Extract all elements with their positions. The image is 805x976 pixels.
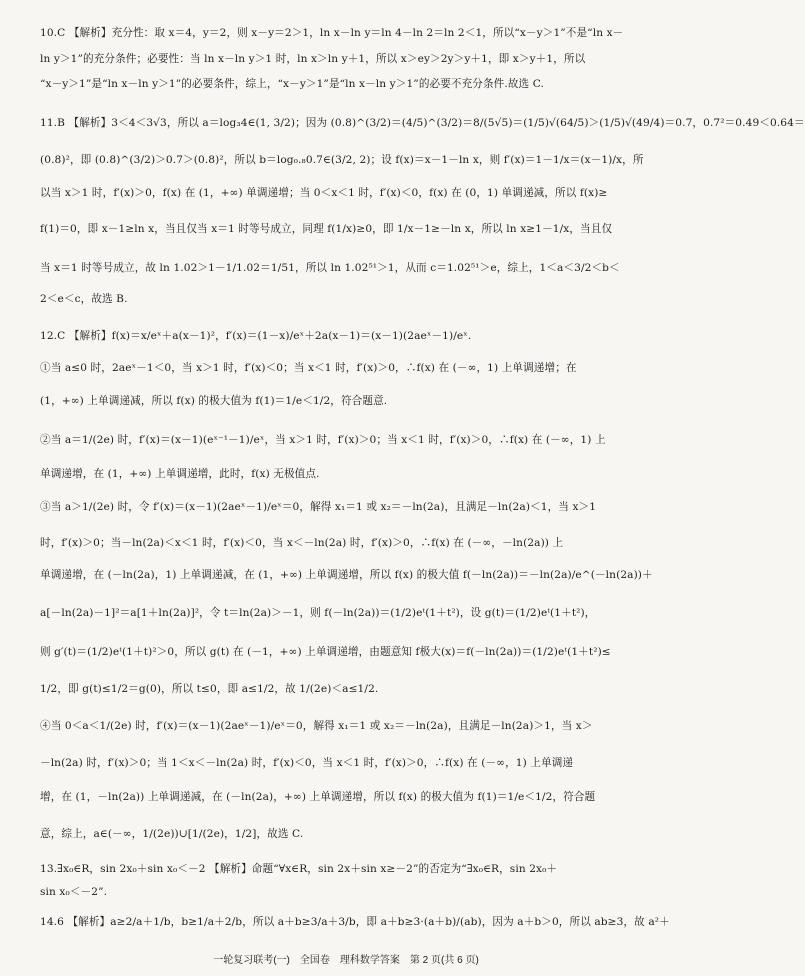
q12-line-3: (1，+∞) 上单调递减，所以 f(x) 的极大值为 f(1)＝1/e＜1/2，符合题意. <box>40 395 388 407</box>
q12-line-7: 时，f′(x)＞0；当－ln(2a)＜x＜1 时，f′(x)＜0，当 x＜－ln(2a) 时，f′(x)＞0，∴f(x) 在 (－∞，－ln(2a)) 上 <box>40 537 564 549</box>
q12-line-9: a[－ln(2a)－1]²＝a[1＋ln(2a)]²，令 t＝ln(2a)＞－1，则 f(－ln(2a))＝(1/2)eᵗ(1＋t²)，设 g(t)＝(1/2)eᵗ(1＋t²)， <box>40 607 596 619</box>
q11-line-1: 11.B 【解析】3＜4＜3√3，所以 a＝log₃4∈(1, 3/2)；因为 (0.8)^(3/2)＝(4/5)^(3/2)＝8/(5√5)＝(1/5)√(64/5)＞(1/5)√(49/4)＝0.7，0.7²＝0.49＜0.64＝ <box>40 117 805 129</box>
q11-line-3: 以当 x＞1 时，f′(x)＞0，f(x) 在 (1，+∞) 单调递增；当 0＜x＜1 时，f′(x)＜0，f(x) 在 (0，1) 单调递减，所以 f(x)≥ <box>40 187 608 199</box>
q12-line-15: 意，综上，a∈(－∞，1/(2e))∪[1/(2e)，1/2]，故选 C. <box>40 828 304 840</box>
q14-line-1: 14.6 【解析】a≥2/a＋1/b，b≥1/a＋2/b，所以 a＋b≥3/a＋3/b，即 a＋b≥3·(a＋b)/(ab)，因为 a＋b＞0，所以 ab≥3，故 a²＋ <box>40 916 670 928</box>
q13-line-2: sin x₀＜－2”. <box>40 886 108 898</box>
q11-line-6: 2＜e＜c，故选 B. <box>40 293 128 305</box>
q10-line-1: 10.C 【解析】充分性：取 x＝4，y＝2，则 x－y＝2＞1，ln x－ln y＝ln 4－ln 2＝ln 2＜1，所以“x－y＞1”不是“ln x－ <box>40 27 624 39</box>
q12-line-14: 增，在 (1，－ln(2a)) 上单调递减，在 (－ln(2a)，+∞) 上单调递增，所以 f(x) 的极大值为 f(1)＝1/e＜1/2，符合题 <box>40 791 596 803</box>
q11-line-4: f(1)＝0，即 x－1≥ln x，当且仅当 x＝1 时等号成立，同理 f(1/x)≥0，即 1/x－1≥－ln x，所以 ln x≥1－1/x，当且仅 <box>40 223 613 235</box>
q12-line-13: －ln(2a) 时，f′(x)＞0；当 1＜x＜－ln(2a) 时，f′(x)＜0，当 x＜1 时，f′(x)＞0，∴f(x) 在 (－∞，1) 上单调递 <box>40 757 574 769</box>
q12-line-6: ③当 a＞1/(2e) 时，令 f′(x)＝(x－1)(2aeˣ－1)/eˣ＝0，解得 x₁＝1 或 x₂＝－ln(2a)，且满足－ln(2a)＜1，当 x＞1 <box>40 501 597 513</box>
q12-line-5: 单调递增，在 (1，+∞) 上单调递增，此时，f(x) 无极值点. <box>40 468 320 480</box>
q12-line-2: ①当 a≤0 时，2aeˣ－1＜0，当 x＞1 时，f′(x)＜0；当 x＜1 时，f′(x)＞0，∴f(x) 在 (－∞，1) 上单调递增；在 <box>40 362 577 374</box>
q10-line-3: “x－y＞1”是“ln x－ln y＞1”的必要条件，综上，“x－y＞1”是“ln x－ln y＞1”的必要不充分条件.故选 C. <box>40 78 544 90</box>
q13-line-1: 13.∃x₀∈R，sin 2x₀＋sin x₀＜－2 【解析】命题“∀x∈R，sin 2x＋sin x≥－2”的否定为“∃x₀∈R，sin 2x₀＋ <box>40 863 558 875</box>
q11-line-2: (0.8)²，即 (0.8)^(3/2)＞0.7＞(0.8)²，所以 b＝log₀.₈0.7∈(3/2, 2)；设 f(x)＝x－1－ln x，则 f′(x)＝1－1/x＝(x－1)/x，所 <box>40 154 644 166</box>
q10-line-2: ln y＞1”的充分条件；必要性：当 ln x－ln y＞1 时，ln x＞ln y＋1，所以 x＞ey＞2y＞y＋1，即 x＞y＋1，所以 <box>40 53 586 65</box>
page-footer: 一轮复习联考(一) 全国卷 理科数学答案 第 2 页(共 6 页) <box>213 955 479 966</box>
q11-line-5: 当 x＝1 时等号成立，故 ln 1.02＞1－1/1.02＝1/51，所以 ln 1.02⁵¹＞1，从而 c＝1.02⁵¹＞e，综上，1＜a＜3/2＜b＜ <box>40 262 620 274</box>
q12-line-10: 则 g′(t)＝(1/2)eᵗ(1＋t)²＞0，所以 g(t) 在 (－1，+∞) 上单调递增，由题意知 f极大(x)＝f(－ln(2a))＝(1/2)eᵗ(1＋t²)≤ <box>40 646 611 658</box>
q12-line-8: 单调递增，在 (－ln(2a)，1) 上单调递减，在 (1，+∞) 上单调递增，所以 f(x) 的极大值 f(－ln(2a))＝－ln(2a)/e^(－ln(2a))＋ <box>40 569 653 581</box>
q12-line-11: 1/2，即 g(t)≤1/2＝g(0)，所以 t≤0，即 a≤1/2，故 1/(2e)＜a≤1/2. <box>40 683 379 695</box>
q12-line-4: ②当 a＝1/(2e) 时，f′(x)＝(x－1)(eˣ⁻¹－1)/eˣ，当 x＞1 时，f′(x)＞0；当 x＜1 时，f′(x)＞0，∴f(x) 在 (－∞，1) 上 <box>40 434 606 446</box>
q12-line-1: 12.C 【解析】f(x)＝x/eˣ＋a(x－1)²，f′(x)＝(1－x)/eˣ＋2a(x－1)＝(x－1)(2aeˣ－1)/eˣ. <box>40 330 472 342</box>
q12-line-12: ④当 0＜a＜1/(2e) 时，f′(x)＝(x－1)(2aeˣ－1)/eˣ＝0，解得 x₁＝1 或 x₂＝－ln(2a)，且满足－ln(2a)＞1，当 x＞ <box>40 720 593 732</box>
